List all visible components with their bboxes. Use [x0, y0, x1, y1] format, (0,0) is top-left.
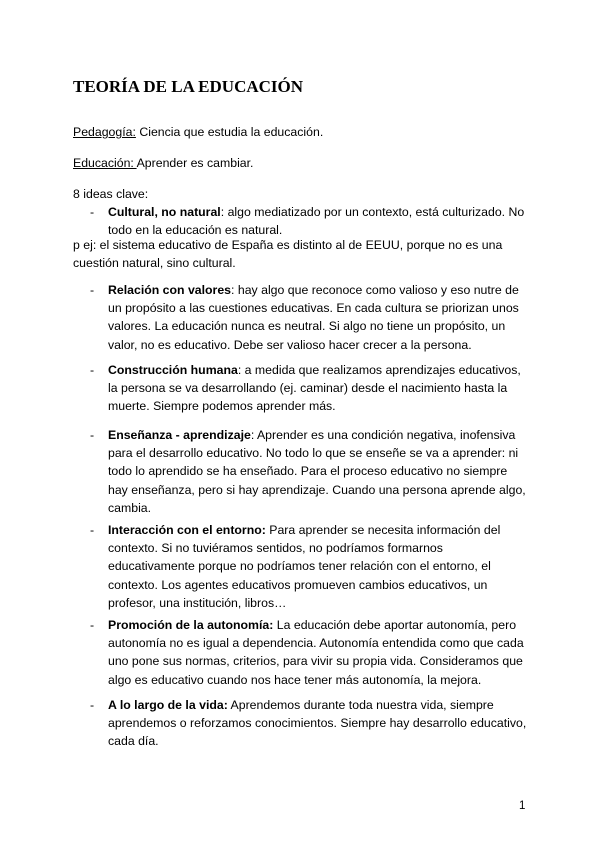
idea-term: Cultural, no natural [108, 205, 221, 219]
idea-text: Para aprender se necesita información del contexto. Si no tuviéramos sentidos, no podríamos formarnos educativamente porque no podríamos tener relación con el entorno, el contexto. Los agentes educativos promueven cambios educativos, un profesor, una institución, libros… [108, 523, 501, 610]
idea-item-vida [90, 696, 530, 751]
bullet-dash: - [90, 283, 95, 297]
idea-term: Enseñanza - aprendizaje [108, 428, 251, 442]
idea-item-construccion [90, 361, 530, 416]
idea-text: : Aprender es una condición negativa, inofensiva para el desarrollo educativo. No todo lo que se enseñe se va a aprender: ni todo lo aprendido se ha enseñado. Para el proceso educativo no siempre hay enseñanza, pero si hay aprendizaje. Cuando una persona aprende algo, cambia. [108, 428, 526, 515]
bullet-dash: - [90, 618, 95, 632]
idea-item-cultural [90, 203, 530, 239]
bullet-dash: - [90, 698, 95, 712]
definition-text: Aprender es cambiar. [136, 156, 254, 170]
definition-text: Ciencia que estudia la educación. [135, 125, 324, 139]
idea-text: : hay algo que reconoce como valioso y eso nutre de un propósito a las cuestiones educativas. En cada cultura se priorizan unos valores. La educación nunca es neutral. Si algo no tiene un propósito, un valor, no es educativo. Debe ser valioso hacer crecer a la persona. [108, 283, 519, 352]
idea-term: Relación con valores [108, 283, 232, 297]
definition-educacion [73, 154, 253, 172]
idea-text: : algo mediatizado por un contexto, está culturizado. No todo en la educación es natural. [108, 205, 525, 238]
example-note: p ej: el sistema educativo de España es distinto al de EEUU, porque no es una cuestión natural, sino cultural. [73, 238, 503, 271]
idea-term: Promoción de la autonomía: [108, 618, 274, 632]
ideas-intro: 8 ideas clave: [73, 187, 149, 201]
idea-item-valores [90, 281, 530, 354]
bullet-dash: - [90, 205, 95, 219]
idea-text: Aprendemos durante toda nuestra vida, siempre aprendemos o reforzamos conocimientos. Siempre hay desarrollo educativo, cada día. [108, 698, 527, 749]
idea-item-ensenanza [90, 426, 530, 517]
idea-text: : a medida que realizamos aprendizajes educativos, la persona se va desarrollando (ej. caminar) desde el nacimiento hasta la muerte. Siempre podemos aprender más. [108, 363, 521, 414]
idea-text: La educación debe aportar autonomía, pero autonomía no es igual a dependencia. Autonomía entendida como que cada uno pone sus normas, criterios, para vivir su propia vida. Consideramos que algo es educativo cuando nos hace tener más autonomía, la mejora. [108, 618, 524, 687]
bullet-dash: - [90, 523, 95, 537]
page-number: 1 [519, 800, 526, 812]
bullet-dash: - [90, 363, 95, 377]
idea-term: Interacción con el entorno: [108, 523, 266, 537]
idea-term: Construcción humana [108, 363, 238, 377]
idea-item-autonomia [90, 616, 530, 689]
idea-term: A lo largo de la vida: [108, 698, 228, 712]
definition-term: Educación: [73, 156, 137, 170]
idea-item-interaccion [90, 521, 530, 612]
definition-pedagogia [73, 123, 323, 141]
bullet-dash: - [90, 428, 95, 442]
document-title: TEORÍA DE LA EDUCACIÓN [73, 77, 304, 96]
definition-term: Pedagogía: [73, 125, 136, 139]
